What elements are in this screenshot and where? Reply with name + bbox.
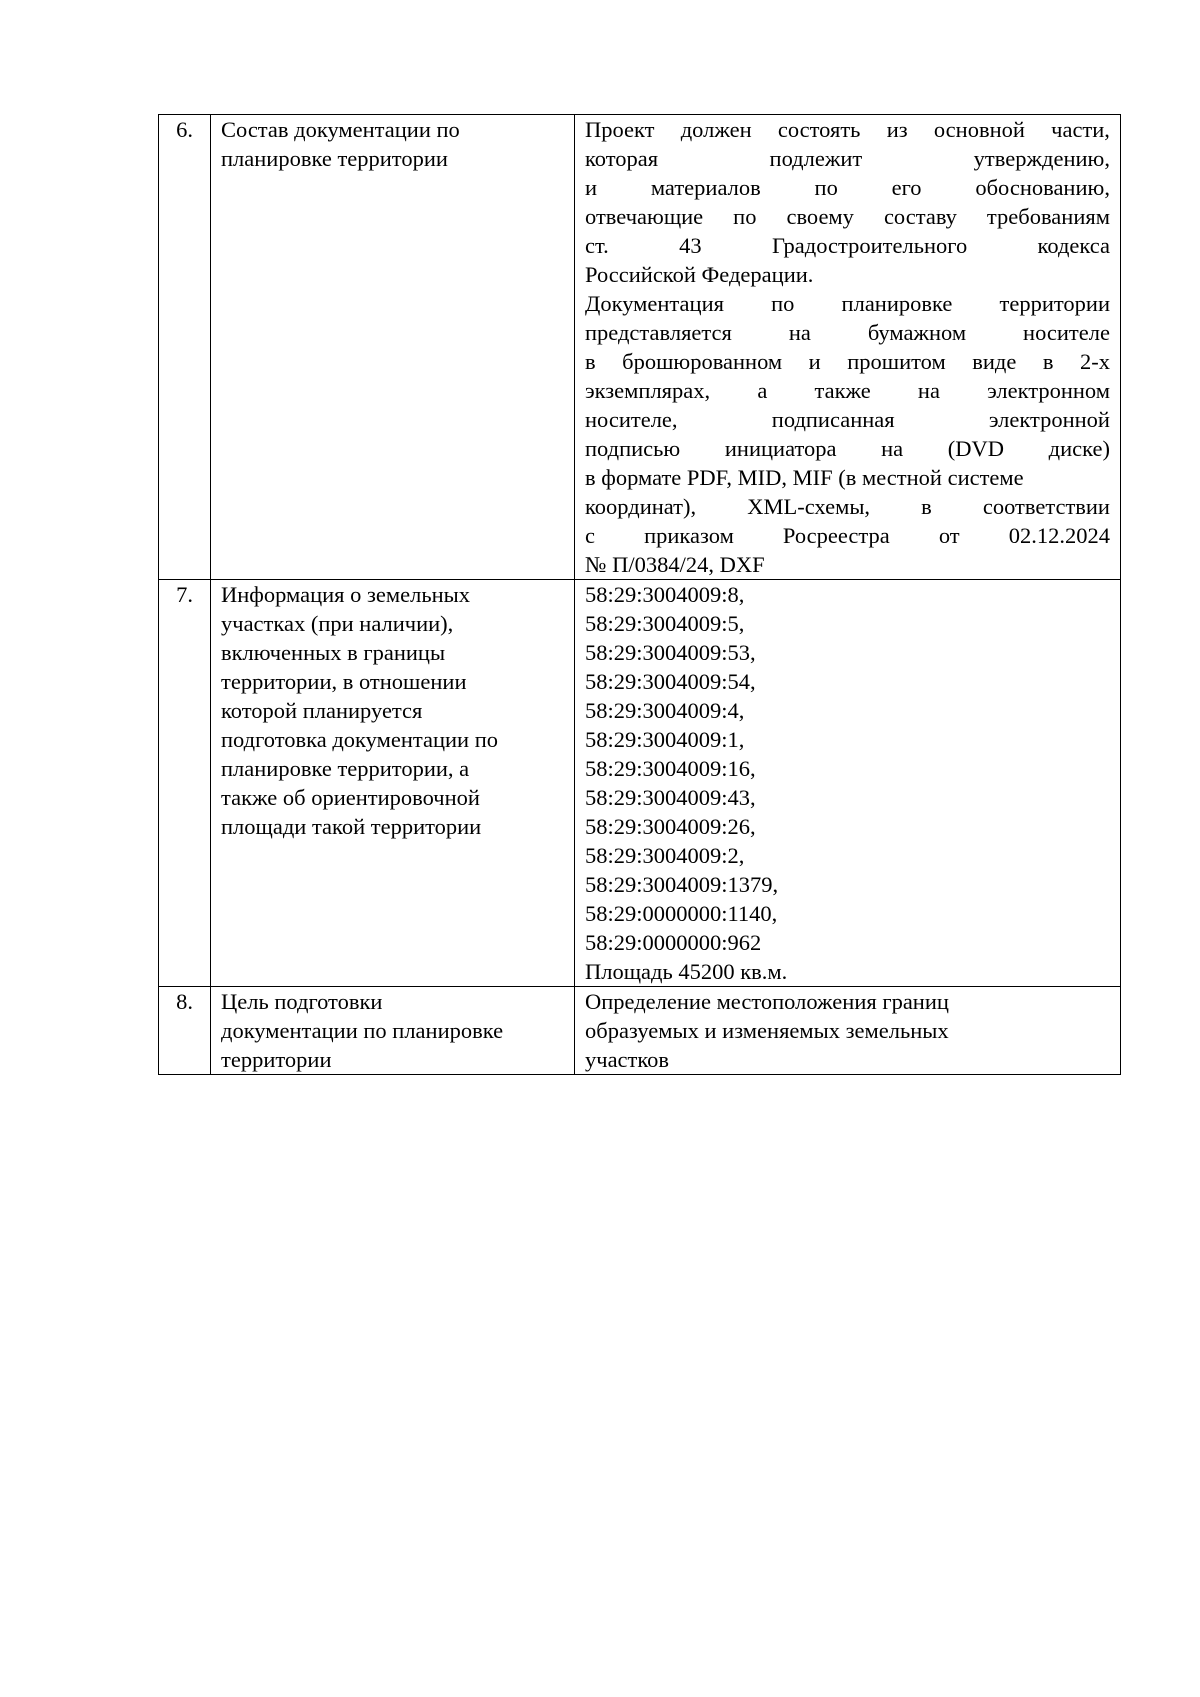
- item-value-line: Площадь 45200 кв.м.: [585, 959, 788, 984]
- item-value-word: ст.: [585, 233, 609, 258]
- item-value-word: соответствии: [982, 494, 1110, 519]
- item-value-line: 58:29:3004009:4,: [585, 698, 745, 723]
- item-value-word: подписью: [585, 436, 681, 461]
- item-value-line: [585, 405, 1110, 434]
- item-value-word: прошитом: [847, 349, 946, 374]
- item-value-line: 58:29:3004009:5,: [585, 611, 745, 636]
- item-value-word: планировке: [841, 291, 953, 316]
- item-name-line: планировке территории, а: [221, 756, 470, 781]
- item-value-word: подлежит: [769, 146, 863, 171]
- item-value-line: 58:29:3004009:1,: [585, 727, 745, 752]
- row-item-value: [575, 580, 1121, 987]
- item-value-word: носителе: [1023, 320, 1110, 345]
- item-value-line: 58:29:0000000:962: [585, 930, 762, 955]
- item-value-word: представляется: [585, 320, 732, 345]
- table-row: [159, 987, 1121, 1075]
- table-row: [159, 580, 1121, 987]
- item-value-word: состоять: [777, 117, 861, 142]
- item-value-word: в: [1042, 349, 1054, 374]
- item-value-word: составу: [883, 204, 957, 229]
- item-value-word: на: [917, 378, 940, 403]
- item-value-word: Документация: [585, 291, 724, 316]
- item-value-line: Определение местоположения границ: [585, 989, 949, 1014]
- item-value-word: кодекса: [1037, 233, 1110, 258]
- item-name-line: Информация о земельных: [221, 582, 471, 607]
- row-number: 6.: [159, 115, 211, 580]
- item-value-line: [585, 347, 1110, 376]
- item-value-word: и: [808, 349, 821, 374]
- item-value-word: требованиям: [986, 204, 1110, 229]
- item-value-word: 43: [679, 233, 702, 258]
- item-name-line: участках (при наличии),: [221, 611, 454, 636]
- item-name-line: включенных в границы: [221, 640, 446, 665]
- item-name-line: Состав документации по: [221, 117, 460, 142]
- item-value-line: [585, 289, 1110, 318]
- item-value-line: 58:29:3004009:26,: [585, 814, 756, 839]
- table-row: [159, 115, 1121, 580]
- item-value-line: 58:29:3004009:53,: [585, 640, 756, 665]
- item-value-word: координат),: [585, 494, 697, 519]
- item-value-word: 2-х: [1079, 349, 1110, 374]
- document-table: [158, 114, 1121, 1075]
- item-value-word: Проект: [585, 117, 655, 142]
- item-value-word: с: [585, 523, 595, 548]
- item-value-word: в: [585, 349, 596, 374]
- item-value-word: которая: [585, 146, 659, 171]
- item-value-word: в: [921, 494, 932, 519]
- item-value-line: [585, 144, 1110, 173]
- item-value-line: [585, 318, 1110, 347]
- item-value-word: брошюрованном: [622, 349, 783, 374]
- item-value-line: 58:29:3004009:16,: [585, 756, 756, 781]
- item-value-word: диске): [1048, 436, 1110, 461]
- item-value-word: от: [938, 523, 960, 548]
- item-name-line: территории: [221, 1047, 332, 1072]
- row-number: 7.: [159, 580, 211, 987]
- item-value-line: [585, 521, 1110, 550]
- item-value-word: электронной: [988, 407, 1110, 432]
- table-body: [159, 115, 1121, 1075]
- item-value-word: должен: [680, 117, 752, 142]
- item-value-line: [585, 434, 1110, 463]
- item-name-line: подготовка документации по: [221, 727, 498, 752]
- item-value-word: своему: [786, 204, 854, 229]
- item-value-word: экземплярах,: [585, 378, 711, 403]
- item-value-line: 58:29:3004009:43,: [585, 785, 756, 810]
- item-name-line: планировке территории: [221, 146, 448, 171]
- row-item-name: [211, 115, 575, 580]
- item-name-line: также об ориентировочной: [221, 785, 480, 810]
- item-value-word: инициатора: [724, 436, 837, 461]
- item-value-word: приказом: [644, 523, 734, 548]
- item-value-word: по: [771, 291, 795, 316]
- item-value-word: отвечающие: [585, 204, 704, 229]
- item-value-word: а: [757, 378, 768, 403]
- item-value-word: также: [814, 378, 871, 403]
- item-name-line: документации по планировке: [221, 1018, 504, 1043]
- row-item-name: [211, 987, 575, 1075]
- item-value-line: 58:29:3004009:8,: [585, 582, 745, 607]
- item-value-word: Росреестра: [782, 523, 890, 548]
- item-value-word: бумажном: [867, 320, 967, 345]
- item-value-word: Градостроительного: [771, 233, 968, 258]
- item-value-word: на: [788, 320, 811, 345]
- item-value-word: на: [881, 436, 904, 461]
- item-value-word: из: [886, 117, 908, 142]
- item-value-line: [585, 202, 1110, 231]
- item-value-word: материалов: [650, 175, 761, 200]
- item-name-line: площади такой территории: [221, 814, 482, 839]
- item-value-word: основной: [933, 117, 1025, 142]
- item-value-line: [585, 173, 1110, 202]
- item-value-line: 58:29:3004009:1379,: [585, 872, 779, 897]
- item-value-word: территории: [999, 291, 1110, 316]
- row-item-name: [211, 580, 575, 987]
- item-value-word: и: [585, 175, 598, 200]
- row-item-value: [575, 987, 1121, 1075]
- item-name-line: территории, в отношении: [221, 669, 467, 694]
- item-value-word: подписанная: [771, 407, 895, 432]
- item-value-word: носителе,: [585, 407, 678, 432]
- item-name-line: которой планируется: [221, 698, 423, 723]
- item-value-line: образуемых и изменяемых земельных: [585, 1018, 949, 1043]
- item-value-line: [585, 231, 1110, 260]
- item-value-line: № П/0384/24, DXF: [585, 552, 765, 577]
- item-value-word: обоснованию,: [975, 175, 1110, 200]
- item-value-line: [585, 115, 1110, 144]
- item-value-line: [585, 492, 1110, 521]
- item-name-line: Цель подготовки: [221, 989, 383, 1014]
- item-value-line: в формате PDF, MID, MIF (в местной системе: [585, 465, 1024, 490]
- item-value-line: 58:29:3004009:54,: [585, 669, 756, 694]
- item-value-word: утверждению,: [973, 146, 1110, 171]
- item-value-word: по: [814, 175, 838, 200]
- item-value-word: 02.12.2024: [1008, 523, 1110, 548]
- item-value-line: 58:29:0000000:1140,: [585, 901, 778, 926]
- item-value-word: виде: [972, 349, 1017, 374]
- item-value-word: электронном: [987, 378, 1110, 403]
- item-value-line: 58:29:3004009:2,: [585, 843, 745, 868]
- row-item-value: [575, 115, 1121, 580]
- item-value-line: участков: [585, 1047, 670, 1072]
- item-value-word: по: [733, 204, 757, 229]
- row-number: 8.: [159, 987, 211, 1075]
- item-value-word: XML-схемы,: [747, 494, 871, 519]
- item-value-word: его: [891, 175, 922, 200]
- item-value-line: [585, 376, 1110, 405]
- item-value-word: (DVD: [947, 436, 1005, 461]
- item-value-line: Российской Федерации.: [585, 262, 814, 287]
- item-value-word: части,: [1051, 117, 1110, 142]
